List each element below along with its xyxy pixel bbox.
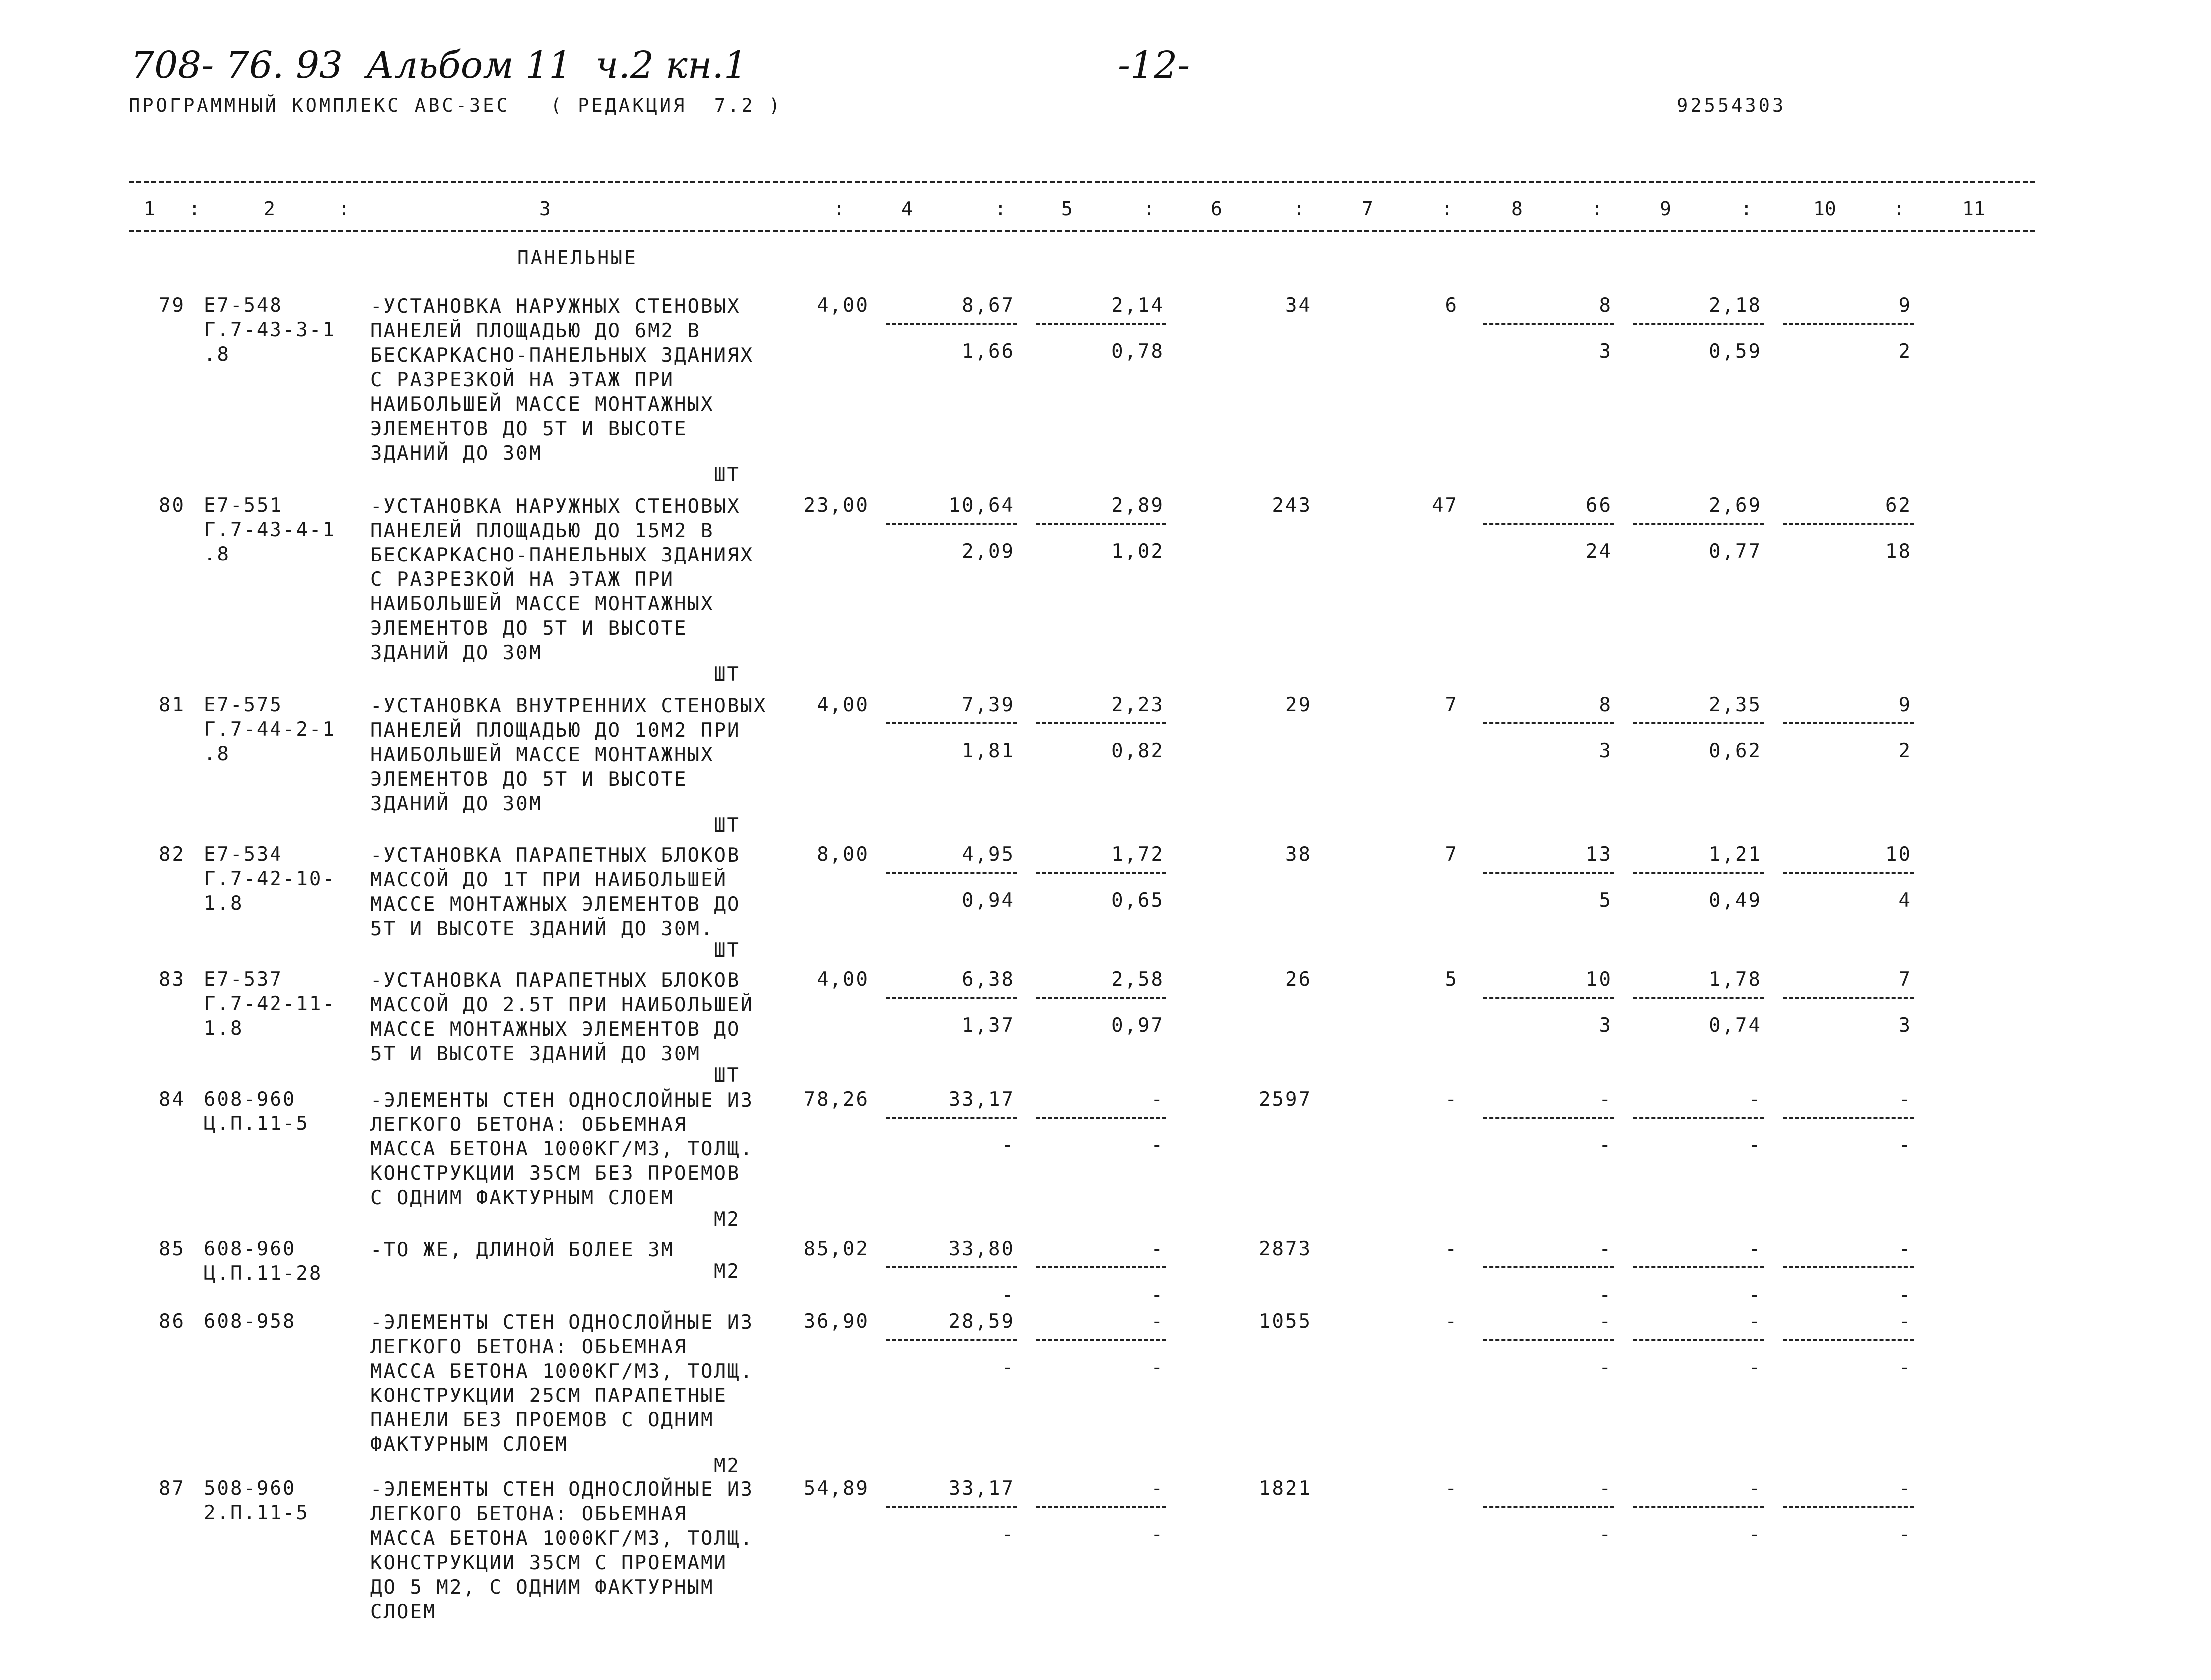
table-row bbox=[0, 843, 2211, 966]
cell-c5-upper: 8,67 bbox=[962, 294, 1015, 317]
cell-c9-lower: - bbox=[1599, 1356, 1612, 1379]
col-3: 3 bbox=[539, 198, 551, 220]
table-row bbox=[0, 694, 2211, 840]
description-line: МАССОЙ ДО 2.5Т ПРИ НАИБОЛЬШЕЙ bbox=[370, 994, 754, 1016]
row-number: 80 bbox=[159, 494, 185, 517]
fraction-bar bbox=[1483, 523, 1614, 525]
fraction-bar bbox=[1483, 722, 1614, 724]
col-8: 8 bbox=[1511, 198, 1523, 220]
work-description bbox=[370, 843, 740, 941]
fraction-bar bbox=[1783, 997, 1914, 999]
cell-c9-lower: 3 bbox=[1599, 340, 1612, 363]
unit-label: М2 bbox=[714, 1208, 740, 1231]
description-line: МАССА БЕТОНА 1000КГ/М3, ТОЛЩ. bbox=[370, 1138, 754, 1160]
cell-c8: 47 bbox=[1432, 494, 1458, 517]
cell-c6-upper: - bbox=[1151, 1310, 1164, 1333]
work-description bbox=[370, 1310, 754, 1457]
cell-c11-upper: 9 bbox=[1898, 694, 1912, 716]
col-10: 10 bbox=[1813, 198, 1836, 220]
norm-code: Ц.П.11-5 bbox=[204, 1113, 309, 1135]
norm-code: Ц.П.11-28 bbox=[204, 1262, 323, 1285]
table-row bbox=[0, 1088, 2211, 1235]
cell-c6-lower: - bbox=[1151, 1523, 1164, 1546]
program-header: ПРОГРАММНЫЙ КОМПЛЕКС АВС-3ЕС ( РЕДАКЦИЯ 7.2 ) bbox=[129, 95, 783, 116]
norm-code: .8 bbox=[204, 343, 230, 366]
unit-label: ШТ bbox=[714, 464, 740, 486]
col-1: 1 bbox=[144, 198, 155, 220]
fraction-bar bbox=[1783, 1339, 1914, 1341]
cell-c6-upper: 2,23 bbox=[1111, 694, 1164, 716]
fraction-bar bbox=[1483, 1117, 1614, 1119]
fraction-bar bbox=[1783, 1117, 1914, 1119]
norm-code: 2.П.11-5 bbox=[204, 1502, 309, 1524]
fraction-bar bbox=[886, 1339, 1017, 1341]
description-line: -УСТАНОВКА НАРУЖНЫХ СТЕНОВЫХ bbox=[370, 495, 741, 518]
cell-c4: 8,00 bbox=[817, 843, 869, 866]
cell-c11-lower: - bbox=[1898, 1523, 1912, 1546]
col-sep: : bbox=[1293, 198, 1305, 220]
cell-c10-upper: - bbox=[1748, 1310, 1762, 1333]
description-line: 5Т И ВЫСОТЕ ЗДАНИЙ ДО 30М bbox=[370, 1043, 701, 1065]
fraction-bar bbox=[1483, 1339, 1614, 1341]
cell-c6-lower: 0,97 bbox=[1111, 1014, 1164, 1037]
col-5: 5 bbox=[1061, 198, 1073, 220]
cell-c11-lower: 3 bbox=[1898, 1014, 1912, 1037]
description-line: -ТО ЖЕ, ДЛИНОЙ БОЛЕЕ 3М bbox=[370, 1239, 675, 1261]
norm-code: Е7-537 bbox=[204, 968, 283, 991]
cell-c11-lower: - bbox=[1898, 1284, 1912, 1306]
cell-c6-upper: - bbox=[1151, 1477, 1164, 1500]
work-description bbox=[370, 694, 767, 816]
description-line: ЭЛЕМЕНТОВ ДО 5Т И ВЫСОТЕ bbox=[370, 617, 688, 640]
table-row bbox=[0, 968, 2211, 1091]
cell-c6-lower: 0,82 bbox=[1111, 740, 1164, 762]
col-sep: : bbox=[1441, 198, 1453, 220]
cell-c9-upper: 10 bbox=[1586, 968, 1612, 991]
cell-c5-lower: 1,66 bbox=[962, 340, 1015, 363]
fraction-bar bbox=[886, 1117, 1017, 1119]
norm-code: 608-960 bbox=[204, 1238, 296, 1260]
cell-c6-lower: 0,65 bbox=[1111, 889, 1164, 912]
cell-c6-upper: 2,89 bbox=[1111, 494, 1164, 517]
description-line: -ЭЛЕМЕНТЫ СТЕН ОДНОСЛОЙНЫЕ ИЗ bbox=[370, 1089, 754, 1112]
top-rule bbox=[129, 181, 2035, 183]
description-line: МАССЕ МОНТАЖНЫХ ЭЛЕМЕНТОВ ДО bbox=[370, 1018, 741, 1041]
cell-c6-lower: - bbox=[1151, 1134, 1164, 1156]
cell-c10-lower: - bbox=[1748, 1134, 1762, 1156]
cell-c8: 7 bbox=[1445, 694, 1458, 716]
cell-c10-lower: - bbox=[1748, 1523, 1762, 1546]
cell-c11-upper: - bbox=[1898, 1238, 1912, 1260]
col-sep: : bbox=[338, 198, 350, 220]
handwritten-page-number: -12- bbox=[1118, 44, 1190, 87]
description-line: ЛЕГКОГО БЕТОНА: ОБЬЕМНАЯ bbox=[370, 1114, 688, 1136]
description-line: ЭЛЕМЕНТОВ ДО 5Т И ВЫСОТЕ bbox=[370, 768, 688, 791]
cell-c4: 4,00 bbox=[817, 294, 869, 317]
cell-c5-upper: 33,80 bbox=[948, 1238, 1015, 1260]
cell-c9-upper: 8 bbox=[1599, 294, 1612, 317]
fraction-bar bbox=[1783, 323, 1914, 325]
table-row bbox=[0, 294, 2211, 490]
norm-code: 608-958 bbox=[204, 1310, 296, 1333]
col-9: 9 bbox=[1660, 198, 1671, 220]
cell-c6-lower: - bbox=[1151, 1356, 1164, 1379]
work-description bbox=[370, 294, 754, 466]
col-4: 4 bbox=[901, 198, 913, 220]
cell-c10-upper: - bbox=[1748, 1088, 1762, 1111]
fraction-bar bbox=[1483, 872, 1614, 874]
row-number: 86 bbox=[159, 1310, 185, 1333]
cell-c9-lower: 3 bbox=[1599, 1014, 1612, 1037]
cell-c5-upper: 10,64 bbox=[948, 494, 1015, 517]
fraction-bar bbox=[1633, 1339, 1764, 1341]
row-number: 81 bbox=[159, 694, 185, 716]
fraction-bar bbox=[1633, 872, 1764, 874]
fraction-bar bbox=[1483, 323, 1614, 325]
cell-c4: 36,90 bbox=[803, 1310, 869, 1333]
cell-c4: 54,89 bbox=[803, 1477, 869, 1500]
cell-c5-upper: 4,95 bbox=[962, 843, 1015, 866]
fraction-bar bbox=[1633, 323, 1764, 325]
norm-code: Е7-575 bbox=[204, 694, 283, 716]
header-bottom-rule bbox=[129, 230, 2035, 232]
col-2: 2 bbox=[264, 198, 275, 220]
fraction-bar bbox=[1036, 1506, 1166, 1508]
fraction-bar bbox=[1036, 1117, 1166, 1119]
description-line: ЗДАНИЙ ДО 30М bbox=[370, 793, 543, 815]
cell-c9-lower: 3 bbox=[1599, 740, 1612, 762]
cell-c11-upper: - bbox=[1898, 1088, 1912, 1111]
work-description bbox=[370, 1477, 754, 1624]
description-line: С ОДНИМ ФАКТУРНЫМ СЛОЕМ bbox=[370, 1187, 675, 1209]
cell-c6-lower: 0,78 bbox=[1111, 340, 1164, 363]
cell-c9-upper: - bbox=[1599, 1088, 1612, 1111]
col-6: 6 bbox=[1211, 198, 1222, 220]
cell-c7: 34 bbox=[1285, 294, 1312, 317]
row-number: 79 bbox=[159, 294, 185, 317]
cell-c8: 5 bbox=[1445, 968, 1458, 991]
cell-c5-lower: - bbox=[1001, 1356, 1015, 1379]
cell-c5-upper: 28,59 bbox=[948, 1310, 1015, 1333]
work-description bbox=[370, 494, 754, 665]
fraction-bar bbox=[1483, 1266, 1614, 1268]
row-number: 82 bbox=[159, 843, 185, 866]
cell-c4: 4,00 bbox=[817, 968, 869, 991]
cell-c10-lower: 0,74 bbox=[1709, 1014, 1762, 1037]
cell-c11-upper: 62 bbox=[1885, 494, 1912, 517]
unit-label: ШТ bbox=[714, 814, 740, 837]
cell-c11-upper: - bbox=[1898, 1477, 1912, 1500]
cell-c11-upper: 9 bbox=[1898, 294, 1912, 317]
cell-c6-upper: - bbox=[1151, 1088, 1164, 1111]
cell-c11-lower: 2 bbox=[1898, 740, 1912, 762]
table-row bbox=[0, 1477, 2211, 1649]
description-line: -ЭЛЕМЕНТЫ СТЕН ОДНОСЛОЙНЫЕ ИЗ bbox=[370, 1311, 754, 1334]
fraction-bar bbox=[1483, 1506, 1614, 1508]
fraction-bar bbox=[1036, 1266, 1166, 1268]
cell-c9-upper: 8 bbox=[1599, 694, 1612, 716]
cell-c10-upper: 2,35 bbox=[1709, 694, 1762, 716]
fraction-bar bbox=[1783, 1506, 1914, 1508]
fraction-bar bbox=[1036, 1339, 1166, 1341]
cell-c9-upper: 66 bbox=[1586, 494, 1612, 517]
fraction-bar bbox=[886, 1266, 1017, 1268]
cell-c9-upper: - bbox=[1599, 1238, 1612, 1260]
description-line: ЗДАНИЙ ДО 30М bbox=[370, 642, 543, 664]
cell-c10-upper: - bbox=[1748, 1477, 1762, 1500]
col-sep: : bbox=[995, 198, 1006, 220]
unit-label: ШТ bbox=[714, 939, 740, 962]
cell-c10-upper: - bbox=[1748, 1238, 1762, 1260]
norm-code: Г.7-42-11- bbox=[204, 993, 336, 1015]
cell-c6-upper: 1,72 bbox=[1111, 843, 1164, 866]
cell-c11-upper: 10 bbox=[1885, 843, 1912, 866]
fraction-bar bbox=[1783, 523, 1914, 525]
cell-c10-lower: 0,49 bbox=[1709, 889, 1762, 912]
cell-c7: 1055 bbox=[1259, 1310, 1312, 1333]
cell-c5-upper: 33,17 bbox=[948, 1088, 1015, 1111]
norm-code: .8 bbox=[204, 543, 230, 565]
cell-c6-upper: - bbox=[1151, 1238, 1164, 1260]
fraction-bar bbox=[886, 523, 1017, 525]
cell-c9-lower: 24 bbox=[1586, 540, 1612, 562]
cell-c11-upper: - bbox=[1898, 1310, 1912, 1333]
col-sep: : bbox=[1741, 198, 1752, 220]
cell-c9-upper: - bbox=[1599, 1477, 1612, 1500]
cell-c10-lower: 0,62 bbox=[1709, 740, 1762, 762]
cell-c5-lower: 1,37 bbox=[962, 1014, 1015, 1037]
cell-c10-lower: - bbox=[1748, 1284, 1762, 1306]
fraction-bar bbox=[886, 997, 1017, 999]
cell-c10-lower: 0,77 bbox=[1709, 540, 1762, 562]
fraction-bar bbox=[886, 323, 1017, 325]
work-description bbox=[370, 1238, 674, 1262]
table-row bbox=[0, 1310, 2211, 1481]
row-number: 83 bbox=[159, 968, 185, 991]
work-description bbox=[370, 968, 754, 1066]
norm-code: Г.7-43-3-1 bbox=[204, 319, 336, 341]
description-line: ДО 5 М2, С ОДНИМ ФАКТУРНЫМ bbox=[370, 1576, 714, 1599]
table-row bbox=[0, 1238, 2211, 1306]
cell-c4: 85,02 bbox=[803, 1238, 869, 1260]
description-line: ПАНЕЛЕЙ ПЛОЩАДЬЮ ДО 6М2 В bbox=[370, 320, 701, 342]
cell-c9-upper: - bbox=[1599, 1310, 1612, 1333]
fraction-bar bbox=[1633, 523, 1764, 525]
cell-c8: - bbox=[1445, 1238, 1458, 1260]
description-line: 5Т И ВЫСОТЕ ЗДАНИЙ ДО 30М. bbox=[370, 918, 714, 940]
cell-c11-lower: - bbox=[1898, 1356, 1912, 1379]
description-line: МАССОЙ ДО 1Т ПРИ НАИБОЛЬШЕЙ bbox=[370, 869, 727, 891]
cell-c6-lower: 1,02 bbox=[1111, 540, 1164, 562]
description-line: НАИБОЛЬШЕЙ МАССЕ МОНТАЖНЫХ bbox=[370, 593, 714, 615]
cell-c7: 2597 bbox=[1259, 1088, 1312, 1111]
cell-c7: 38 bbox=[1285, 843, 1312, 866]
col-sep: : bbox=[1143, 198, 1155, 220]
row-number: 84 bbox=[159, 1088, 185, 1111]
description-line: НАИБОЛЬШЕЙ МАССЕ МОНТАЖНЫХ bbox=[370, 393, 714, 416]
description-line: МАССА БЕТОНА 1000КГ/М3, ТОЛЩ. bbox=[370, 1527, 754, 1550]
norm-code: 1.8 bbox=[204, 892, 244, 915]
cell-c10-lower: 0,59 bbox=[1709, 340, 1762, 363]
cell-c11-lower: 2 bbox=[1898, 340, 1912, 363]
col-sep: : bbox=[833, 198, 845, 220]
description-line: С РАЗРЕЗКОЙ НА ЭТАЖ ПРИ bbox=[370, 369, 675, 391]
col-sep: : bbox=[1893, 198, 1905, 220]
norm-code: 608-960 bbox=[204, 1088, 296, 1111]
cell-c10-lower: - bbox=[1748, 1356, 1762, 1379]
cell-c11-upper: 7 bbox=[1898, 968, 1912, 991]
description-line: НАИБОЛЬШЕЙ МАССЕ МОНТАЖНЫХ bbox=[370, 744, 714, 766]
unit-label: М2 bbox=[714, 1260, 740, 1283]
cell-c7: 243 bbox=[1272, 494, 1312, 517]
cell-c5-upper: 6,38 bbox=[962, 968, 1015, 991]
fraction-bar bbox=[886, 872, 1017, 874]
unit-label: ШТ bbox=[714, 663, 740, 686]
description-line: ЗДАНИЙ ДО 30М bbox=[370, 442, 543, 465]
description-line: ПАНЕЛИ БЕЗ ПРОЕМОВ С ОДНИМ bbox=[370, 1409, 714, 1431]
cell-c10-upper: 1,21 bbox=[1709, 843, 1762, 866]
col-11: 11 bbox=[1962, 198, 1985, 220]
cell-c6-lower: - bbox=[1151, 1284, 1164, 1306]
description-line: -УСТАНОВКА ПАРАПЕТНЫХ БЛОКОВ bbox=[370, 844, 741, 867]
fraction-bar bbox=[1633, 1506, 1764, 1508]
description-line: БЕСКАРКАСНО-ПАНЕЛЬНЫХ ЗДАНИЯХ bbox=[370, 544, 754, 566]
description-line: -УСТАНОВКА ПАРАПЕТНЫХ БЛОКОВ bbox=[370, 969, 741, 992]
norm-code: 1.8 bbox=[204, 1017, 244, 1040]
section-heading: ПАНЕЛЬНЫЕ bbox=[517, 247, 638, 269]
fraction-bar bbox=[1633, 722, 1764, 724]
norm-code: 508-960 bbox=[204, 1477, 296, 1500]
description-line: БЕСКАРКАСНО-ПАНЕЛЬНЫХ ЗДАНИЯХ bbox=[370, 344, 754, 367]
cell-c10-upper: 2,18 bbox=[1709, 294, 1762, 317]
fraction-bar bbox=[1036, 872, 1166, 874]
norm-code: .8 bbox=[204, 743, 230, 765]
cell-c5-lower: 2,09 bbox=[962, 540, 1015, 562]
cell-c8: - bbox=[1445, 1477, 1458, 1500]
fraction-bar bbox=[886, 722, 1017, 724]
fraction-bar bbox=[1633, 1117, 1764, 1119]
description-line: -УСТАНОВКА ВНУТРЕННИХ СТЕНОВЫХ bbox=[370, 695, 767, 717]
cell-c8: 7 bbox=[1445, 843, 1458, 866]
cell-c6-upper: 2,14 bbox=[1111, 294, 1164, 317]
description-line: -УСТАНОВКА НАРУЖНЫХ СТЕНОВЫХ bbox=[370, 295, 741, 318]
cell-c11-lower: 18 bbox=[1885, 540, 1912, 562]
description-line: ЛЕГКОГО БЕТОНА: ОБЬЕМНАЯ bbox=[370, 1336, 688, 1358]
cell-c7: 29 bbox=[1285, 694, 1312, 716]
col-sep: : bbox=[1591, 198, 1603, 220]
cell-c7: 26 bbox=[1285, 968, 1312, 991]
work-description bbox=[370, 1088, 754, 1210]
cell-c4: 78,26 bbox=[803, 1088, 869, 1111]
fraction-bar bbox=[1483, 997, 1614, 999]
col-7: 7 bbox=[1362, 198, 1373, 220]
norm-code: Е7-551 bbox=[204, 494, 283, 517]
cell-c9-lower: - bbox=[1599, 1134, 1612, 1156]
row-number: 85 bbox=[159, 1238, 185, 1260]
handwritten-album-note: 708- 76. 93 Альбом 11 ч.2 кн.1 bbox=[131, 44, 748, 87]
cell-c5-lower: - bbox=[1001, 1134, 1015, 1156]
cell-c8: 6 bbox=[1445, 294, 1458, 317]
fraction-bar bbox=[1783, 872, 1914, 874]
cell-c9-lower: - bbox=[1599, 1523, 1612, 1546]
fraction-bar bbox=[1633, 997, 1764, 999]
cell-c5-upper: 7,39 bbox=[962, 694, 1015, 716]
description-line: МАССЕ МОНТАЖНЫХ ЭЛЕМЕНТОВ ДО bbox=[370, 893, 741, 916]
cell-c8: - bbox=[1445, 1310, 1458, 1333]
cell-c9-lower: - bbox=[1599, 1284, 1612, 1306]
description-line: -ЭЛЕМЕНТЫ СТЕН ОДНОСЛОЙНЫЕ ИЗ bbox=[370, 1478, 754, 1501]
fraction-bar bbox=[886, 1506, 1017, 1508]
cell-c5-lower: - bbox=[1001, 1523, 1015, 1546]
cell-c4: 23,00 bbox=[803, 494, 869, 517]
cell-c7: 1821 bbox=[1259, 1477, 1312, 1500]
unit-label: М2 bbox=[714, 1455, 740, 1477]
fraction-bar bbox=[1036, 523, 1166, 525]
cell-c8: - bbox=[1445, 1088, 1458, 1111]
cell-c5-lower: - bbox=[1001, 1284, 1015, 1306]
description-line: КОНСТРУКЦИИ 35СМ БЕЗ ПРОЕМОВ bbox=[370, 1162, 741, 1185]
description-line: КОНСТРУКЦИИ 35СМ С ПРОЕМАМИ bbox=[370, 1552, 727, 1574]
cell-c5-lower: 1,81 bbox=[962, 740, 1015, 762]
fraction-bar bbox=[1036, 323, 1166, 325]
fraction-bar bbox=[1783, 1266, 1914, 1268]
description-line: ФАКТУРНЫМ СЛОЕМ bbox=[370, 1433, 569, 1456]
description-line: МАССА БЕТОНА 1000КГ/М3, ТОЛЩ. bbox=[370, 1360, 754, 1383]
description-line: С РАЗРЕЗКОЙ НА ЭТАЖ ПРИ bbox=[370, 568, 675, 591]
cell-c11-lower: 4 bbox=[1898, 889, 1912, 912]
description-line: ПАНЕЛЕЙ ПЛОЩАДЬЮ ДО 10М2 ПРИ bbox=[370, 719, 741, 742]
cell-c10-upper: 2,69 bbox=[1709, 494, 1762, 517]
description-line: КОНСТРУКЦИИ 25СМ ПАРАПЕТНЫЕ bbox=[370, 1385, 727, 1407]
norm-code: Г.7-44-2-1 bbox=[204, 718, 336, 741]
cell-c5-lower: 0,94 bbox=[962, 889, 1015, 912]
fraction-bar bbox=[1036, 997, 1166, 999]
cell-c7: 2873 bbox=[1259, 1238, 1312, 1260]
cell-c9-lower: 5 bbox=[1599, 889, 1612, 912]
norm-code: Г.7-42-10- bbox=[204, 868, 336, 890]
norm-code: Е7-534 bbox=[204, 843, 283, 866]
fraction-bar bbox=[1633, 1266, 1764, 1268]
cell-c10-upper: 1,78 bbox=[1709, 968, 1762, 991]
cell-c9-upper: 13 bbox=[1586, 843, 1612, 866]
unit-label: ШТ bbox=[714, 1064, 740, 1087]
table-row bbox=[0, 494, 2211, 690]
row-number: 87 bbox=[159, 1477, 185, 1500]
fraction-bar bbox=[1783, 722, 1914, 724]
document-code: 92554303 bbox=[1677, 95, 1786, 116]
fraction-bar bbox=[1036, 722, 1166, 724]
cell-c5-upper: 33,17 bbox=[948, 1477, 1015, 1500]
cell-c11-lower: - bbox=[1898, 1134, 1912, 1156]
col-sep: : bbox=[189, 198, 200, 220]
cell-c6-upper: 2,58 bbox=[1111, 968, 1164, 991]
description-line: ЭЛЕМЕНТОВ ДО 5Т И ВЫСОТЕ bbox=[370, 418, 688, 440]
cell-c4: 4,00 bbox=[817, 694, 869, 716]
description-line: СЛОЕМ bbox=[370, 1601, 437, 1623]
description-line: ЛЕГКОГО БЕТОНА: ОБЬЕМНАЯ bbox=[370, 1503, 688, 1525]
norm-code: Е7-548 bbox=[204, 294, 283, 317]
norm-code: Г.7-43-4-1 bbox=[204, 519, 336, 541]
description-line: ПАНЕЛЕЙ ПЛОЩАДЬЮ ДО 15М2 В bbox=[370, 520, 714, 542]
column-header-row bbox=[129, 198, 2035, 218]
